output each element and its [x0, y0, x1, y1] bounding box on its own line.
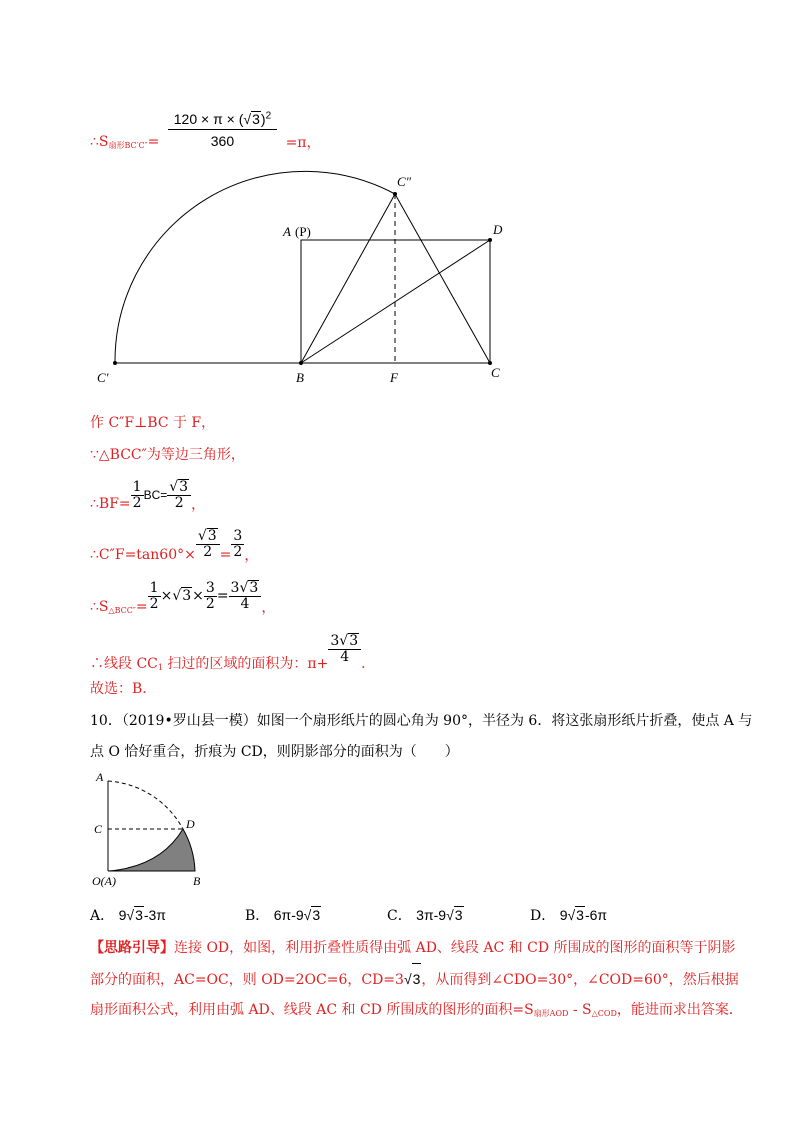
text: ， [244, 548, 259, 564]
fraction [231, 529, 244, 559]
text: 连接 OD，如图，利用折叠性质得由弧 AD、线段 AC 和 CD 所围成的图形的面积等于阴影 [174, 940, 736, 956]
subscript: △COD [591, 1009, 617, 1018]
question-line-1 [90, 710, 752, 730]
numerator: 3 [330, 633, 340, 650]
text: = [147, 133, 160, 150]
radicand: 3 [249, 580, 259, 597]
radicand: 3 [179, 479, 189, 496]
sqrt: √ 3 [169, 479, 189, 496]
radicand: 3 [252, 111, 260, 128]
sqrt: √ 3 [239, 580, 259, 597]
radicand: 3 [349, 633, 359, 650]
text: ∴线段 CC [90, 656, 158, 672]
option-text: -6π [584, 907, 608, 923]
hint-line-1 [90, 933, 750, 963]
fraction [196, 528, 220, 559]
sqrt: √ 3 [197, 528, 217, 545]
denominator: 2 [149, 595, 159, 612]
subscript: 扇形AOD [533, 1009, 569, 1018]
text: BC= [143, 488, 168, 502]
segment-c2-c [395, 194, 490, 363]
option-a[interactable] [90, 905, 166, 925]
step-7: 故选：B． [90, 681, 157, 697]
radicand: 3 [135, 907, 143, 923]
option-letter: B． [245, 908, 270, 924]
text: ∴S [90, 133, 109, 150]
question-number: 10． [90, 713, 122, 729]
denominator: 2 [174, 495, 184, 511]
step-6 [90, 625, 375, 673]
radicand: 3 [182, 588, 192, 604]
text: 120 [173, 111, 198, 128]
sector-area-line [90, 108, 321, 152]
text: - S [568, 1002, 592, 1018]
sqrt: √ 3 [339, 633, 359, 650]
figure-2-diagram [80, 765, 220, 890]
option-letter: C． [387, 908, 412, 924]
radicand: 3 [454, 907, 463, 923]
sector-area-fraction: 120 × π × (√ 3 )$^2$ 360 [168, 111, 277, 148]
step-1: 作 C″F⊥BC 于 F， [90, 415, 216, 431]
label-a: A [283, 224, 291, 239]
denominator: 2 [233, 543, 243, 560]
text: ． [361, 656, 376, 672]
hint-line-2 [90, 963, 750, 995]
hint-tag: 【思路引导】 [90, 940, 174, 956]
label-p: (P) [295, 224, 311, 239]
step-5 [90, 575, 275, 617]
text: × [201, 111, 210, 128]
point-c2 [393, 192, 397, 196]
text: 扫过的区域的面积为：π+ [162, 656, 329, 672]
label-c-fig2: C [94, 822, 103, 836]
sqrt: √ 3 [303, 907, 321, 923]
text: 扇形面积公式，利用由弧 AD、线段 AC 和 CD 所围成的图形的面积=S [90, 1002, 534, 1018]
step-2: ∵△BCC″为等边三角形， [90, 447, 245, 463]
denominator: 4 [340, 649, 350, 665]
option-text: 6π-9 [273, 907, 304, 923]
dashed-arc-ad [108, 781, 183, 829]
step-3 [90, 476, 205, 514]
hint-paragraph [90, 933, 750, 1029]
point-c1 [113, 361, 117, 365]
text: =π， [285, 135, 321, 151]
denominator: 2 [205, 595, 215, 612]
fraction [328, 633, 361, 664]
option-c[interactable] [387, 905, 464, 925]
text: = [216, 588, 229, 604]
text: ， [191, 497, 206, 513]
option-text: 9 [118, 907, 127, 923]
denominator: 2 [203, 544, 213, 560]
question-text: （2019•罗山县一模）如图一个扇形纸片的圆心角为 90°，半径为 6．将这张扇形纸片折叠，使点 A 与 [121, 713, 753, 729]
option-d[interactable] [530, 905, 607, 925]
numerator: 3 [230, 580, 240, 597]
segment-b-c2 [301, 194, 395, 363]
sqrt: √ 3 [172, 588, 192, 604]
sqrt: √ 3 [126, 907, 143, 923]
subscript: 扇形BC′C″ [108, 140, 148, 150]
label-c2: C″ [397, 174, 412, 189]
radicand: 3 [576, 907, 584, 923]
label-o-fig2: O(A) [92, 874, 116, 888]
option-text: 3π-9 [416, 907, 447, 923]
text: = [135, 599, 148, 615]
sqrt: √ 3 [243, 111, 260, 128]
denominator: 2 [132, 494, 142, 511]
radicand: 3 [207, 528, 217, 545]
text: ， [261, 600, 276, 616]
fraction [229, 580, 262, 611]
subscript: 1 [157, 663, 163, 672]
radicand: 3 [412, 963, 422, 994]
text: × [226, 111, 235, 128]
text: 部分的面积，AC=OC，则 OD=2OC=6，CD=3 [90, 972, 404, 988]
sqrt: √ 3 [567, 907, 584, 923]
figure-1-diagram [0, 160, 800, 390]
label-d: D [493, 222, 503, 237]
text: π [213, 111, 223, 128]
denominator: 360 [210, 133, 235, 149]
fraction [131, 480, 144, 510]
question-line-2: 点 O 恰好重合，折痕为 CD，则阴影部分的面积为（ ） [90, 744, 459, 760]
point-d [488, 238, 492, 242]
numerator: 3 [233, 527, 243, 544]
radicand: 3 [312, 907, 321, 923]
sector-arc [115, 171, 395, 363]
text: ∴BF= [90, 496, 131, 512]
text: × [160, 588, 173, 604]
text: = [219, 547, 232, 563]
numerator: 1 [132, 478, 142, 495]
text: ，从而得到∠CDO=30°，∠COD=60°，然后根据 [421, 972, 739, 988]
shaded-region [108, 829, 195, 871]
label-c: C [491, 365, 500, 380]
label-a2: A [96, 770, 104, 784]
option-letter: D． [530, 908, 556, 924]
fraction [204, 581, 217, 611]
label-f: F [390, 370, 398, 385]
option-letter: A． [90, 908, 115, 924]
label-d-fig2: D [186, 817, 195, 831]
numerator: 1 [149, 579, 159, 596]
text: ∴C″F=tan60°× [90, 547, 196, 563]
step-4 [90, 523, 258, 565]
label-b: B [296, 370, 304, 385]
sqrt: √ 3 [446, 907, 463, 923]
option-b[interactable] [245, 905, 321, 925]
exponent: 2 [265, 110, 272, 122]
label-b-fig2: B [193, 874, 201, 888]
point-b [299, 361, 303, 365]
fraction [167, 479, 191, 510]
subscript: △BCC″ [108, 606, 136, 615]
text: ，能进而求出答案． [616, 1002, 743, 1018]
option-text: 9 [559, 907, 568, 923]
text: ∴S [90, 599, 109, 615]
sqrt: √ 3 [404, 963, 421, 994]
denominator: 4 [240, 596, 250, 612]
fraction [148, 581, 161, 611]
text: × [192, 588, 204, 604]
hint-line-3 [90, 995, 750, 1029]
label-c1: C′ [97, 370, 109, 385]
option-text: -3π [143, 907, 166, 923]
numerator: 3 [205, 579, 215, 596]
